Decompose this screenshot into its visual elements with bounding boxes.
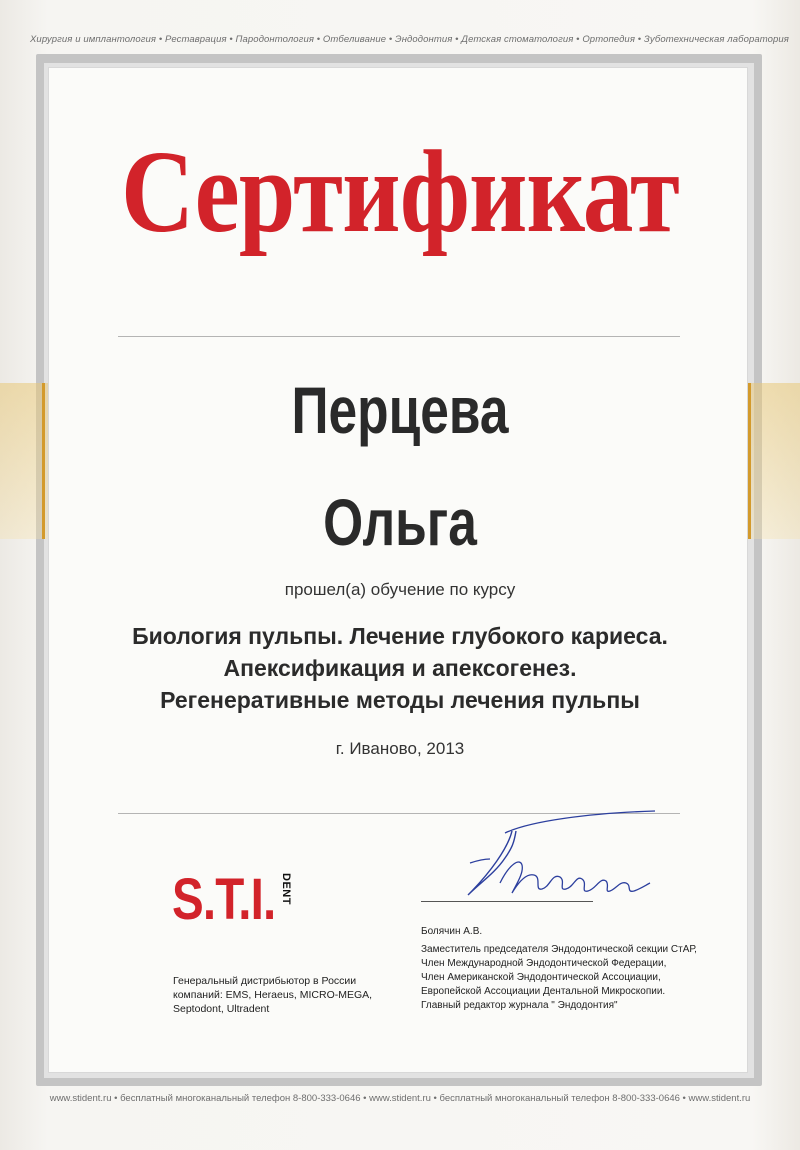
course-title — [60, 620, 740, 716]
logo-sub-text: DENT — [280, 873, 292, 905]
place-and-date: г. Иваново, 2013 — [335, 739, 465, 758]
top-divider — [118, 336, 680, 337]
course-line: Биология пульпы. Лечение глубокого кариеса. — [132, 623, 668, 649]
completion-text: прошел(а) обучение по курсу — [284, 580, 516, 599]
course-line: Регенеративные методы лечения пульпы — [160, 687, 640, 713]
recipient-surname: Перцева — [291, 373, 509, 447]
signer-title: Член Американской Эндодонтической Ассоциации, — [421, 972, 661, 983]
tape-strip-right — [748, 383, 800, 539]
signer-title: Член Международной Эндодонтической Федерации, — [421, 958, 667, 969]
logo-main-text: S.T.I. — [172, 867, 276, 932]
signer-title: Главный редактор журнала " Эндодонтия" — [421, 1000, 618, 1011]
footer-contacts: www.stident.ru • бесплатный многоканальный телефон 8-800-333-0646 • www.stident.ru • бесплатный многоканальный телефон 8-800-333-0646 • www.stident.ru — [49, 1093, 751, 1104]
signer-name: Болячин А.В. — [421, 926, 483, 937]
course-line: Апексификация и апексогенез. — [223, 655, 577, 681]
signer-info — [421, 925, 741, 1013]
recipient-given-name: Ольга — [323, 485, 477, 559]
sti-dent-logo — [172, 867, 312, 941]
signer-title: Европейской Ассоциации Дентальной Микроскопии. — [421, 986, 666, 997]
certificate-title: Сертификат — [121, 126, 679, 257]
distributor-line: компаний: EMS, Heraeus, MICRO-MEGA, — [173, 989, 373, 1001]
distributor-line: Генеральный дистрибьютор в России — [173, 975, 357, 987]
distributor-info — [173, 974, 408, 1016]
tape-strip-left — [0, 383, 48, 539]
signature-line — [421, 901, 593, 902]
signer-title: Заместитель председателя Эндодонтической секции СтАР, — [421, 944, 697, 955]
signature-image — [450, 803, 660, 903]
specialties-header: Хирургия и имплантология • Реставрация • Пародонтология • Отбеливание • Эндодонтия • Детская стоматология • Ортопедия • Зуботехническая лаборатория — [30, 34, 789, 45]
distributor-line: Septodont, Ultradent — [173, 1003, 270, 1015]
